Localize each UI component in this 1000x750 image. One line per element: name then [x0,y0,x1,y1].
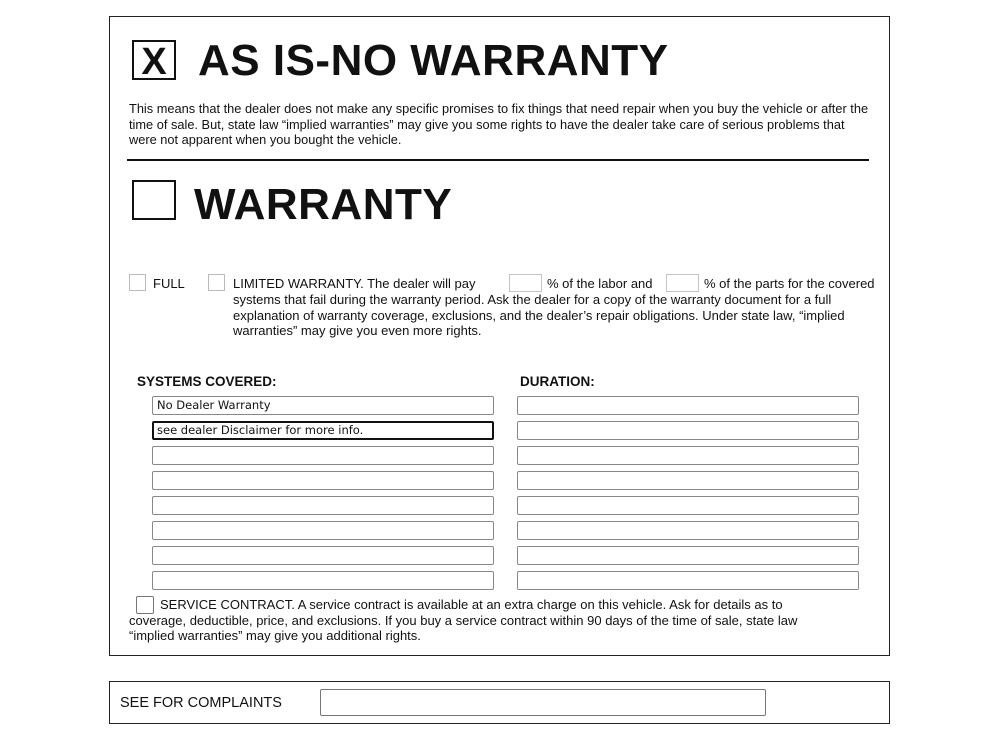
duration-field[interactable] [517,571,859,590]
duration-field[interactable] [517,496,859,515]
parts-percent-label: % of the parts for the covered [704,276,875,291]
duration-field[interactable] [517,396,859,415]
system-field[interactable] [152,471,494,490]
as-is-checkbox[interactable] [132,40,176,83]
full-warranty-checkbox[interactable] [129,274,146,291]
systems-covered-header: SYSTEMS COVERED: [137,374,277,389]
full-warranty-label: FULL [153,276,185,291]
warranty-title: WARRANTY [194,180,453,229]
duration-field[interactable] [517,546,859,565]
limited-warranty-description: systems that fail during the warranty period. Ask the dealer for a copy of the warranty document for a full explanation of warranty coverage, exclusions, and the dealer’s repair obligations. Under state law, “implied warranties” may give you even more rights. [233,292,845,338]
system-field[interactable] [152,521,494,540]
limited-warranty-checkbox[interactable] [208,274,225,291]
complaints-label: SEE FOR COMPLAINTS [120,695,282,711]
duration-field[interactable] [517,521,859,540]
as-is-description: This means that the dealer does not make any specific promises to fix things that need repair when you buy the vehicle or after the time of sale. But, state law “implied warranties” may give you some rights to have the dealer take care of serious problems that were not apparent when you bought the vehicle. [129,101,869,147]
duration-field[interactable] [517,421,859,440]
duration-field[interactable] [517,446,859,465]
system-field[interactable]: see dealer Disclaimer for more info. [152,421,494,440]
as-is-title: AS IS-NO WARRANTY [198,36,669,85]
labor-percent-field[interactable] [509,274,542,292]
duration-field[interactable] [517,471,859,490]
section-divider [127,159,869,161]
labor-percent-label: % of the labor and [547,276,653,291]
system-field[interactable] [152,446,494,465]
service-contract-text: SERVICE CONTRACT. A service contract is available at an extra charge on this vehicle. Ask for details as to coverage, deductible, price, and exclusions. If you buy a service contract within 90 days of the time of sale, state law “implied warranties” may give you additional rights. [129,597,798,643]
system-field[interactable] [152,546,494,565]
system-field[interactable] [152,496,494,515]
parts-percent-field[interactable] [666,274,699,292]
system-field[interactable]: No Dealer Warranty [152,396,494,415]
complaints-field[interactable] [320,689,766,716]
limited-warranty-label: LIMITED WARRANTY. The dealer will pay [233,276,476,291]
x-check-icon: X [141,41,167,83]
system-field[interactable] [152,571,494,590]
warranty-checkbox[interactable] [132,180,176,220]
duration-header: DURATION: [520,374,595,389]
